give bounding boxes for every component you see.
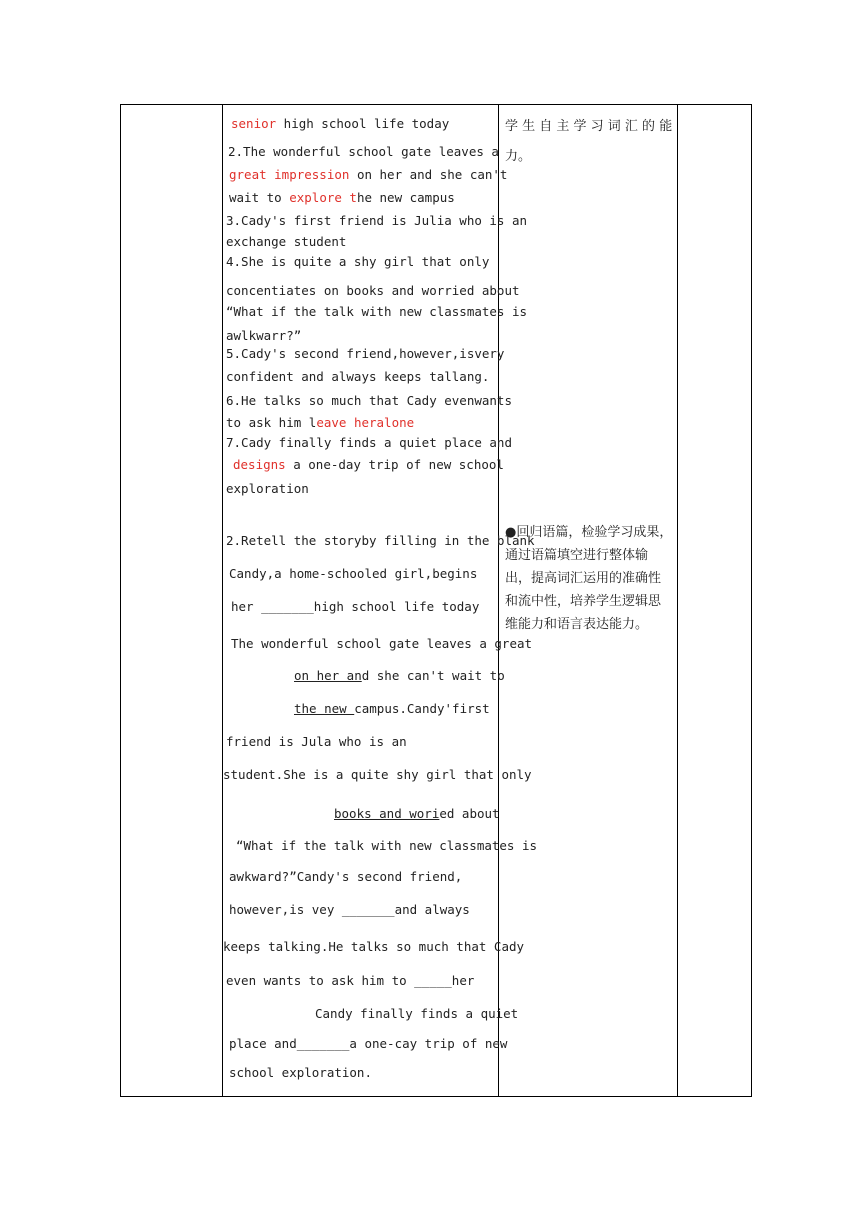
retell-line: The wonderful school gate leaves a great	[231, 636, 533, 651]
content-line	[226, 414, 414, 432]
text-span: her	[451, 973, 475, 988]
text-span: place and	[229, 1036, 297, 1051]
content-line: exchange student	[226, 234, 347, 249]
fill-blank: _______	[261, 599, 314, 614]
text-span: however,is vey	[229, 902, 342, 917]
retell-line	[229, 1035, 507, 1053]
table-col-border-4	[677, 104, 678, 1097]
text-span: he new campus	[356, 190, 455, 205]
text-span: campus.Candy'first	[354, 701, 490, 716]
content-line: 5.Cady's second friend,however,isvery	[226, 346, 505, 361]
underlined-text: on her an	[294, 668, 362, 683]
content-line: exploration	[226, 481, 309, 496]
text-span: her	[231, 599, 262, 614]
text-span: and always	[394, 902, 470, 917]
table-top-border	[120, 104, 752, 105]
content-line: 7.Cady finally finds a quiet place and	[226, 435, 512, 450]
retell-line	[231, 598, 479, 616]
retell-line	[334, 805, 500, 823]
table-bottom-border	[120, 1096, 752, 1097]
retell-line	[294, 700, 490, 718]
highlight-word: explore t	[289, 190, 357, 205]
retell-line: friend is Jula who is an	[226, 734, 407, 749]
table-col-border-5	[751, 104, 752, 1097]
design-note-top: 学 生 自 主 学 习 词 汇 的 能 力。	[505, 119, 673, 164]
fill-blank: _____	[414, 973, 452, 988]
content-line	[229, 189, 455, 207]
content-line: 3.Cady's first friend is Julia who is an	[226, 213, 528, 228]
text-span: high school life today	[276, 116, 450, 131]
text-span: d she can't wait to	[361, 668, 505, 683]
retell-line: awkward?”Candy's second friend,	[229, 869, 463, 884]
content-line: confident and always keeps tallang.	[226, 369, 490, 384]
table-col-border-1	[120, 104, 121, 1097]
content-line: 2.The wonderful school gate leaves a	[228, 144, 499, 159]
content-line: 4.She is quite a shy girl that only	[226, 254, 490, 269]
content-line: 6.He talks so much that Cady evenwants	[226, 393, 512, 408]
retell-line: student.She is a quite shy girl that only	[223, 767, 532, 782]
text-span: a one-day trip of new school	[285, 457, 504, 472]
highlight-word: great impression	[229, 167, 350, 182]
content-line: awlkwarr?”	[226, 328, 302, 343]
underlined-text: books and wori	[334, 806, 440, 821]
retell-line: school exploration.	[229, 1065, 372, 1080]
fill-blank: _______	[296, 1036, 350, 1051]
retell-line: “What if the talk with new classmates is	[236, 838, 538, 853]
content-line	[233, 456, 504, 474]
text-span: to ask him l	[226, 415, 317, 430]
retell-line	[226, 972, 474, 990]
retell-line: keeps talking.He talks so much that Cady	[223, 939, 525, 954]
text-span: ed about	[439, 806, 500, 821]
text-span: a one-cay trip of new	[349, 1036, 508, 1051]
fill-blank: _______	[341, 902, 395, 917]
underlined-text: the new	[294, 701, 355, 716]
content-line: concentiates on books and worried about	[226, 283, 520, 298]
retell-line	[229, 901, 470, 919]
text-span: even wants to ask him to	[226, 973, 415, 988]
retell-line: Candy,a home-schooled girl,begins	[229, 566, 478, 581]
content-line	[229, 166, 507, 184]
content-line: “What if the talk with new classmates is	[226, 304, 528, 319]
design-note-bottom: ●回归语篇，检验学习成果，通过语篇填空进行整体输出，提高词汇运用的准确性和流中性，培养学生逻辑思维能力和语言表达能力。	[505, 525, 673, 632]
content-line	[231, 115, 449, 133]
highlight-word: eave heralone	[316, 415, 415, 430]
highlight-word: senior	[231, 116, 277, 131]
retell-line: Candy finally finds a quiet	[315, 1006, 519, 1021]
retell-heading: 2.Retell the storyby filling in the blank	[226, 533, 535, 548]
text-span: on her and she can't	[349, 167, 508, 182]
text-span: wait to	[229, 190, 290, 205]
retell-line	[294, 667, 505, 685]
text-span: high school life today	[313, 599, 480, 614]
highlight-word: designs	[233, 457, 286, 472]
